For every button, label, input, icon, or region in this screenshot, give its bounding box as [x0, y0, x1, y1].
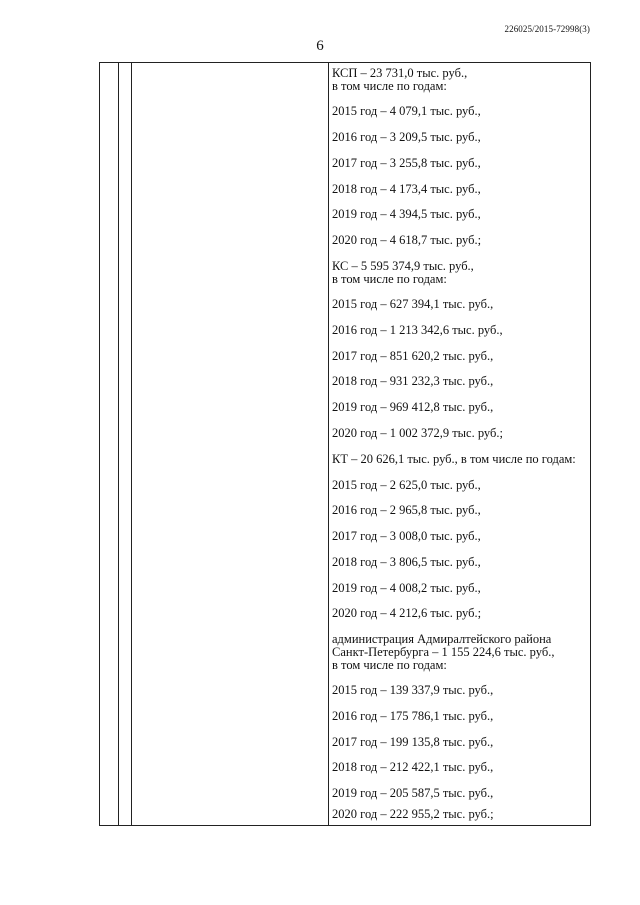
admin-2015: 2015 год – 139 337,9 тыс. руб.,: [332, 683, 494, 697]
ksp-total: КСП – 23 731,0 тыс. руб., в том числе по годам:: [332, 66, 468, 93]
admin-total: администрация Адмиралтейского района Санкт-Петербурга – 1 155 224,6 тыс. руб., в том числе по годам:: [332, 632, 555, 672]
column-divider: [118, 63, 119, 825]
budget-table: [99, 62, 591, 826]
kt-2015: 2015 год – 2 625,0 тыс. руб.,: [332, 478, 481, 492]
ksp-2019: 2019 год – 4 394,5 тыс. руб.,: [332, 207, 481, 221]
ksp-2020: 2020 год – 4 618,7 тыс. руб.;: [332, 233, 482, 247]
document-id: 226025/2015-72998(3): [504, 24, 590, 34]
ks-2019: 2019 год – 969 412,8 тыс. руб.,: [332, 400, 494, 414]
ksp-2018: 2018 год – 4 173,4 тыс. руб.,: [332, 182, 481, 196]
column-divider: [131, 63, 132, 825]
kt-2019: 2019 год – 4 008,2 тыс. руб.,: [332, 581, 481, 595]
column-divider: [328, 63, 329, 825]
admin-2016: 2016 год – 175 786,1 тыс. руб.,: [332, 709, 494, 723]
ks-2020: 2020 год – 1 002 372,9 тыс. руб.;: [332, 426, 503, 440]
kt-2016: 2016 год – 2 965,8 тыс. руб.,: [332, 503, 481, 517]
admin-2020: 2020 год – 222 955,2 тыс. руб.;: [332, 807, 494, 821]
ks-2016: 2016 год – 1 213 342,6 тыс. руб.,: [332, 323, 503, 337]
admin-2018: 2018 год – 212 422,1 тыс. руб.,: [332, 760, 494, 774]
admin-2019: 2019 год – 205 587,5 тыс. руб.,: [332, 786, 494, 800]
kt-2018: 2018 год – 3 806,5 тыс. руб.,: [332, 555, 481, 569]
ksp-2017: 2017 год – 3 255,8 тыс. руб.,: [332, 156, 481, 170]
ksp-2015: 2015 год – 4 079,1 тыс. руб.,: [332, 104, 481, 118]
kt-total: КТ – 20 626,1 тыс. руб., в том числе по годам:: [332, 452, 576, 466]
page-number: 6: [316, 38, 324, 54]
ksp-2016: 2016 год – 3 209,5 тыс. руб.,: [332, 130, 481, 144]
ks-2018: 2018 год – 931 232,3 тыс. руб.,: [332, 374, 494, 388]
ks-2017: 2017 год – 851 620,2 тыс. руб.,: [332, 349, 494, 363]
ks-2015: 2015 год – 627 394,1 тыс. руб.,: [332, 297, 494, 311]
ks-total: КС – 5 595 374,9 тыс. руб., в том числе по годам:: [332, 259, 474, 286]
kt-2017: 2017 год – 3 008,0 тыс. руб.,: [332, 529, 481, 543]
admin-2017: 2017 год – 199 135,8 тыс. руб.,: [332, 735, 494, 749]
kt-2020: 2020 год – 4 212,6 тыс. руб.;: [332, 606, 482, 620]
